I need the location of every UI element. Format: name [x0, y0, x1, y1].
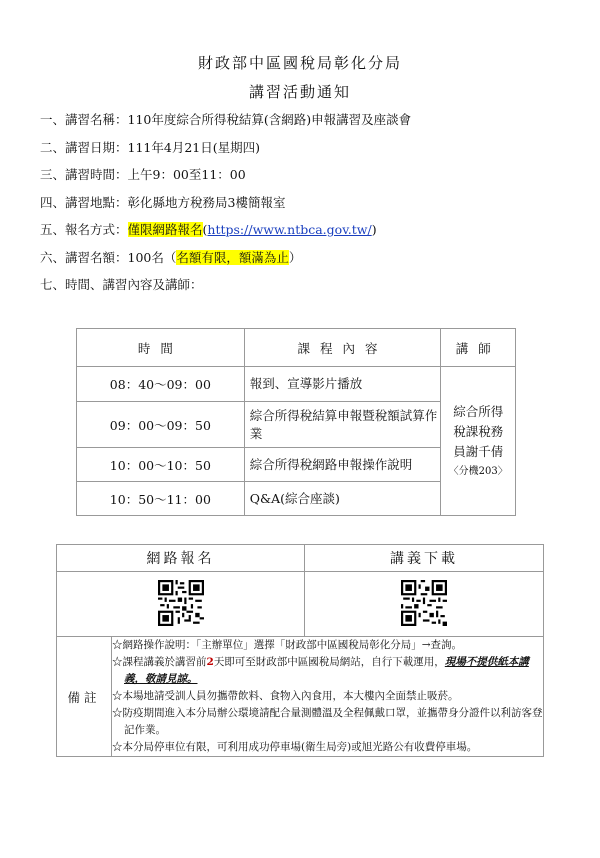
table-row-content: 報到、宣導影片播放 [244, 367, 441, 402]
list-item: 五、報名方式：僅限網路報名(https://www.ntbca.gov.tw/) [40, 222, 377, 237]
list-item: 六、講習名額：100名（名額有限，額滿為止） [40, 249, 302, 265]
table-row-content: 綜合所得稅結算申報暨稅額試算作業 [244, 402, 441, 448]
list-item: ☆課程講義於講習前2天即可至財政部中區國稅局網站，自行下載運用，現場不提供紙本講義，敬請見諒。 [112, 656, 529, 685]
info-list [40, 106, 580, 299]
table-row-content: Q&A(綜合座談) [244, 482, 441, 516]
list-item: ☆本場地請受訓人員勿攜帶飲料、食物入內食用，本大樓內全面禁止吸菸。 [112, 690, 459, 702]
header-teacher: 講師 [441, 329, 516, 367]
list-item: 三、講習時間：上午9：00至11：00 [40, 167, 246, 182]
list-item: ☆網路操作說明：「主辦單位」選擇「財政部中區國稅局彰化分局」→查詢。 [112, 639, 463, 651]
qr-code-icon[interactable] [158, 580, 204, 626]
qr-cell [305, 572, 544, 637]
handout-download-header: 講義下載 [305, 545, 544, 572]
table-row-time: 10：50～11：00 [77, 482, 245, 516]
header-content: 課程內容 [244, 329, 441, 367]
teacher-cell: 綜合所得 稅課稅務 員謝千倩 〈分機203〉 [441, 402, 516, 516]
list-item: ☆防疫期間進入本分局辦公環境請配合量測體溫及全程佩戴口罩，並攜帶身分證件以利訪客登記作業。 [112, 707, 543, 736]
online-registration-header: 網路報名 [57, 545, 305, 572]
registration-link[interactable]: https://www.ntbca.gov.tw/ [207, 222, 372, 237]
table-row-time: 09：00～09：50 [77, 402, 245, 448]
highlight-text: 僅限網路報名 [127, 222, 203, 237]
notes-label: 備註 [57, 637, 112, 757]
org-title: 財政部中區國稅局彰化分局 [197, 54, 402, 72]
list-item: 四、講習地點：彰化縣地方稅務局3樓簡報室 [40, 194, 286, 210]
notes-cell [112, 637, 544, 757]
schedule-table [76, 328, 516, 516]
header-time: 時間 [77, 329, 245, 367]
qr-cell [57, 572, 305, 637]
list-item: 一、講習名稱：110年度綜合所得稅結算(含網路)申報講習及座談會 [40, 112, 412, 127]
list-item: ☆本分局停車位有限，可利用成功停車場(衛生局旁)或旭光路公有收費停車場。 [112, 741, 478, 753]
list-item: 七、時間、講習內容及講師： [40, 277, 203, 292]
table-row-time: 10：00～10：50 [77, 448, 245, 482]
notice-title: 講習活動通知 [248, 83, 351, 101]
highlight-text: 名額有限，額滿為止 [176, 249, 289, 265]
list-item: 二、講習日期：111年4月21日(星期四) [40, 139, 260, 155]
table-row-content: 綜合所得稅網路申報操作說明 [244, 448, 441, 482]
qr-code-icon[interactable] [401, 580, 447, 626]
table-row-time: 08：40～09：00 [77, 367, 245, 402]
registration-table [56, 544, 544, 757]
